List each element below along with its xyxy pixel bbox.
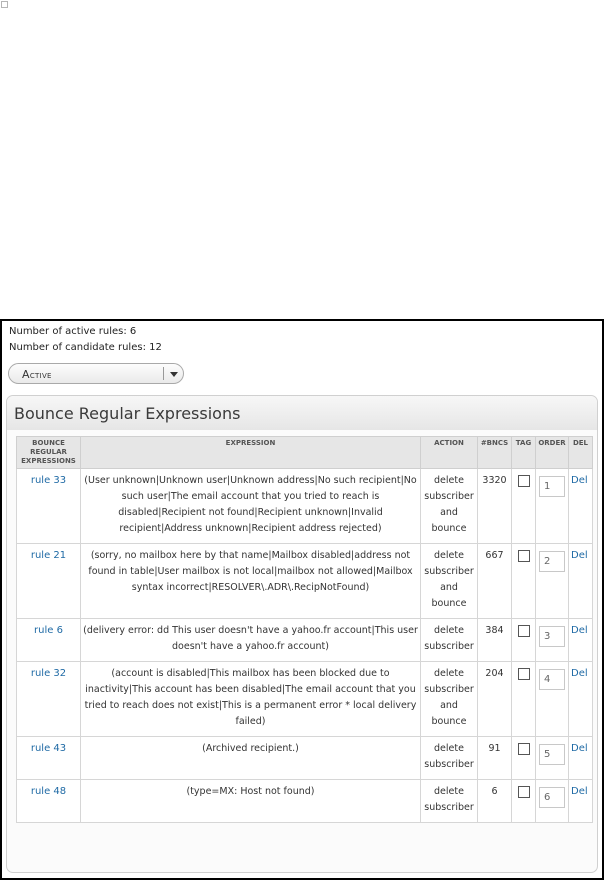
order-input[interactable] [539,476,565,497]
header-bncs: #BNCS [478,437,512,469]
rule-action: delete subscriber and bounce [421,544,478,619]
panel-title: Bounce Regular Expressions [14,404,241,423]
rule-status-selected: Active [22,368,52,381]
checkbox-icon[interactable] [518,625,530,637]
table-header-row [17,437,593,469]
rule-link[interactable]: rule 21 [30,550,67,561]
table-row [17,662,593,737]
rule-expression: (sorry, no mailbox here by that name|Mailbox disabled|address not found in table|User mailbox is not local|mailbox not allowed|Mailbox syntax incorrect|RESOLVER\.ADR\.RecipNotFound) [81,544,421,619]
header-action: ACTION [421,437,478,469]
table-row [17,544,593,619]
rule-link[interactable]: rule 33 [30,475,67,486]
rule-bounce-count: 6 [478,780,512,823]
header-del: DEL [569,437,593,469]
delete-link[interactable]: Del [571,550,588,561]
rule-bounce-count: 91 [478,737,512,780]
rule-link[interactable]: rule 43 [30,743,67,754]
rule-action: delete subscriber and bounce [421,469,478,544]
bounce-rules-frame [0,319,604,880]
table-row [17,619,593,662]
order-input[interactable] [539,744,565,765]
delete-link[interactable]: Del [571,786,588,797]
bounce-regex-panel [6,395,598,873]
header-tag: TAG [512,437,536,469]
header-order: ORDER [536,437,569,469]
rule-stats [9,324,162,356]
panel-header [7,396,597,430]
delete-link[interactable]: Del [571,743,588,754]
rule-link[interactable]: rule 32 [30,668,67,679]
header-rule: BOUNCE REGULAR EXPRESSIONS [17,437,81,469]
checkbox-icon[interactable] [518,475,530,487]
rule-action: delete subscriber and bounce [421,662,478,737]
order-input[interactable] [539,626,565,647]
rule-bounce-count: 3320 [478,469,512,544]
corner-checkbox-icon [1,1,8,8]
checkbox-icon[interactable] [518,668,530,680]
rule-action: delete subscriber [421,780,478,823]
rule-expression: (User unknown|Unknown user|Unknown address|No such recipient|No such user|The email account that you tried to reach is disabled|Recipient not found|Recipient unknown|Invalid recipient|Address unknown|Recipient address rejected) [81,469,421,544]
table-row [17,780,593,823]
rule-expression: (Archived recipient.) [81,737,421,780]
rule-bounce-count: 204 [478,662,512,737]
delete-link[interactable]: Del [571,625,588,636]
checkbox-icon[interactable] [518,786,530,798]
order-input[interactable] [539,787,565,808]
rule-bounce-count: 667 [478,544,512,619]
bounce-rules-table [16,436,593,823]
select-divider [163,367,164,380]
rule-action: delete subscriber [421,619,478,662]
delete-link[interactable]: Del [571,668,588,679]
rule-link[interactable]: rule 48 [30,786,67,797]
rule-expression: (account is disabled|This mailbox has been blocked due to inactivity|This account has been disabled|The email account that you tried to reach does not exist|This is a permanent error * local delivery failed) [81,662,421,737]
rule-expression: (delivery error: dd This user doesn't have a yahoo.fr account|This user doesn't have a yahoo.fr account) [81,619,421,662]
rule-status-select[interactable] [8,363,184,384]
candidate-rules-count: Number of candidate rules: 12 [9,342,162,353]
table-row [17,469,593,544]
chevron-down-icon[interactable] [170,372,178,377]
rule-expression: (type=MX: Host not found) [81,780,421,823]
rule-action: delete subscriber [421,737,478,780]
order-input[interactable] [539,551,565,572]
checkbox-icon[interactable] [518,550,530,562]
active-rules-count: Number of active rules: 6 [9,326,137,337]
rule-bounce-count: 384 [478,619,512,662]
order-input[interactable] [539,669,565,690]
table-row [17,737,593,780]
delete-link[interactable]: Del [571,475,588,486]
rule-link[interactable]: rule 6 [34,625,63,636]
header-expression: EXPRESSION [81,437,421,469]
checkbox-icon[interactable] [518,743,530,755]
